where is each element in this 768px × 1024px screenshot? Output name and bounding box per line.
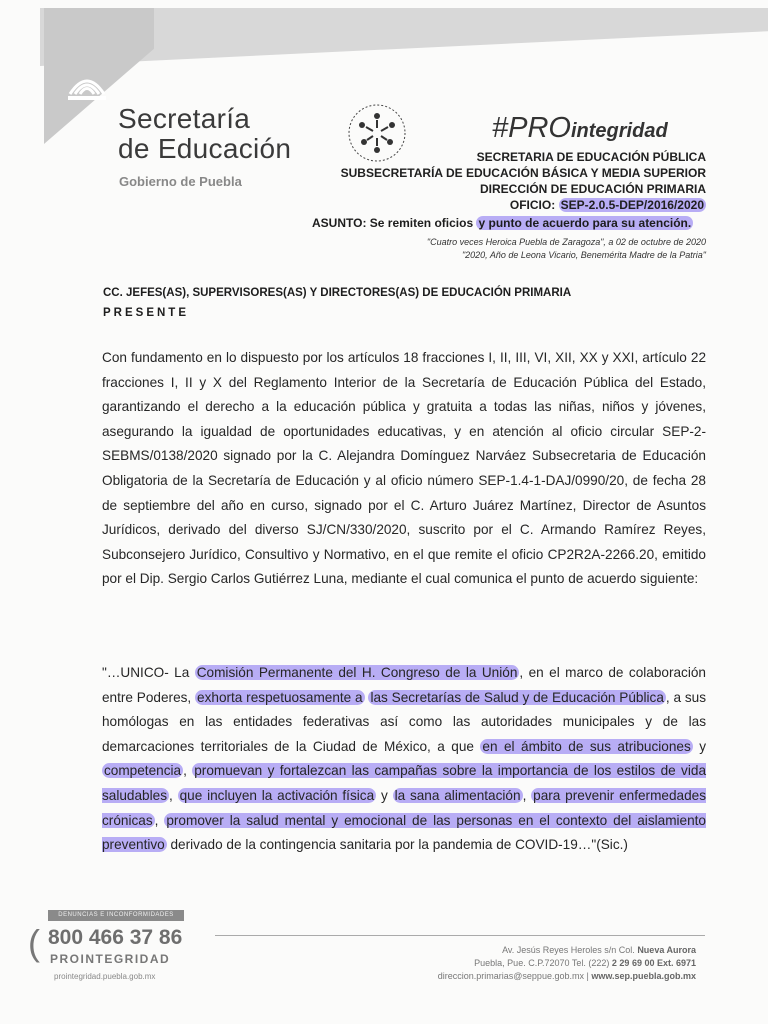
campaign-prefix: #PRO: [492, 112, 571, 144]
address-city: Puebla, Pue. C.P.72070 Tel. (222): [474, 958, 612, 968]
campaign-suffix: integridad: [570, 120, 668, 142]
body-text: y: [692, 738, 706, 754]
address-website: www.sep.puebla.gob.mx: [591, 971, 696, 981]
body-text: ,: [522, 787, 532, 803]
org-name-line2: de Educación: [118, 133, 292, 164]
body-text: "…UNICO- La: [102, 665, 195, 680]
highlighted-text: exhorta respetuosamente a: [197, 689, 363, 705]
asunto-prefix: ASUNTO: Se remiten oficios: [312, 216, 477, 230]
presente-line: PRESENTE: [103, 307, 189, 319]
header-line-1: SECRETARIA DE EDUCACIÓN PÚBLICA: [476, 150, 706, 164]
address-phone: 2 29 69 00 Ext. 6971: [611, 958, 696, 968]
hotline-badge: [28, 910, 188, 981]
addressee-block: [103, 283, 571, 323]
issuing-office-block: [341, 149, 706, 213]
puebla-logo-icon: [62, 64, 112, 106]
highlighted-text: Comisión Permanente del H. Congreso de la Unión: [196, 665, 518, 680]
address-colony: Nueva Aurora: [637, 945, 696, 955]
body-text: y: [376, 787, 393, 803]
highlighted-text: competencia: [104, 763, 182, 779]
highlighted-text: para prevenir enfermedades crónicas: [102, 787, 706, 828]
asunto-line: [312, 216, 693, 230]
body-text: ,: [154, 812, 165, 828]
oficio-number: SEP-2.0.5-DEP/2016/2020: [560, 198, 704, 212]
date-block: [427, 236, 706, 262]
highlighted-text: la sana alimentación: [394, 787, 521, 803]
header-line-2: SUBSECRETARÍA DE EDUCACIÓN BÁSICA Y MEDIA SUPERIOR: [340, 166, 706, 180]
addressee-line: CC. JEFES(AS), SUPERVISORES(AS) Y DIRECTORES(AS) DE EDUCACIÓN PRIMARIA: [103, 287, 572, 299]
hotline-brand: PROINTEGRIDAD: [50, 952, 171, 966]
asunto-highlight: y punto de acuerdo para su atención.: [478, 216, 692, 230]
oficio-label: OFICIO:: [509, 198, 556, 212]
body-text: , en el marco de colaboración entre Poderes,: [102, 665, 706, 705]
government-label: Gobierno de Puebla: [119, 174, 242, 189]
oficio-line: [341, 197, 706, 213]
date-line: "Cuatro veces Heroica Puebla de Zaragoza", a 02 de octubre de 2020: [426, 237, 706, 247]
year-motto-line: "2020, Año de Leona Vicario, Benemérita Madre de la Patria": [461, 250, 706, 260]
prointegridad-logo: [492, 112, 668, 145]
address-line-1: [438, 944, 696, 957]
address-line-3: [438, 970, 696, 983]
header-line-3: DIRECCIÓN DE EDUCACIÓN PRIMARIA: [479, 182, 706, 196]
highlighted-text: en el ámbito de sus atribuciones: [482, 738, 691, 754]
highlighted-text: que incluyen la activación física: [179, 787, 375, 803]
address-email: direccion.primarias@seppue.gob.mx |: [437, 971, 592, 981]
secretaria-title: [118, 104, 291, 164]
address-line-2: [438, 957, 696, 970]
body-text: ,: [169, 787, 178, 803]
body-text: , a sus homólogas en las entidades federativas así como las autoridades municipales y de las demarcaciones territoriales de la Ciudad de México, a que: [102, 689, 707, 754]
hotline-url: prointegridad.puebla.gob.mx: [54, 972, 156, 981]
org-name-line1: Secretaría: [118, 103, 251, 134]
body-paragraph-1: Con fundamento en lo dispuesto por los artículos 18 fracciones I, II, III, VI, XII, XX y XXI, artículo 22 fracciones I, II y X del Reglamento Interior de la Secretaría de Educación Pública del Estado, garantizando el derecho a la educación pública y gratuita a todas las niñas, niños y jóvenes, asegurando la igualdad de oportunidades educativas, y en atención al oficio circular SEP-2-SEBMS/0138/2020 signado por la C. Alejandra Domínguez Narváez Subsecretaria de Educación Obligatoria de la Secretaría de Educación y al oficio número SEP-1.4-1-DAJ/0990/20, de fecha 28 de septiembre del año en curso, signado por el C. Arturo Juárez Martínez, Director de Asuntos Jurídicos, derivado del diverso SJ/CN/330/2020, suscrito por el C. Armando Ramírez Reyes, Subconsejero Jurídico, Consultivo y Normativo, en el que remite el oficio CP2R2A-2266.20, emitido por el Dip. Sergio Carlos Gutiérrez Luna, mediante el cual comunica el punto de acuerdo siguiente:: [102, 350, 706, 587]
body-text: ,: [183, 763, 193, 779]
hotline-tagline: DENUNCIAS E INCONFORMIDADES: [48, 910, 184, 921]
hotline-number: 800 466 37 86: [48, 926, 183, 949]
highlighted-text: promuevan y fortalezcan las campañas sobre la importancia de los estilos de vida saludables: [102, 763, 706, 803]
highlighted-text: promover la salud mental y emocional de las personas en el contexto del aislamiento preventivo: [102, 812, 706, 853]
footer-divider: [215, 935, 705, 936]
address-street: Av. Jesús Reyes Heroles s/n Col.: [502, 945, 638, 955]
footer-address: [438, 944, 696, 983]
body-text: derivado de la contingencia sanitaria por la pandemia de COVID-19…"(Sic.): [166, 837, 628, 853]
phone-icon: (: [28, 922, 40, 963]
body-paragraph-2: [102, 661, 706, 858]
highlighted-text: las Secretarías de Salud y de Educación Pública: [370, 689, 664, 705]
